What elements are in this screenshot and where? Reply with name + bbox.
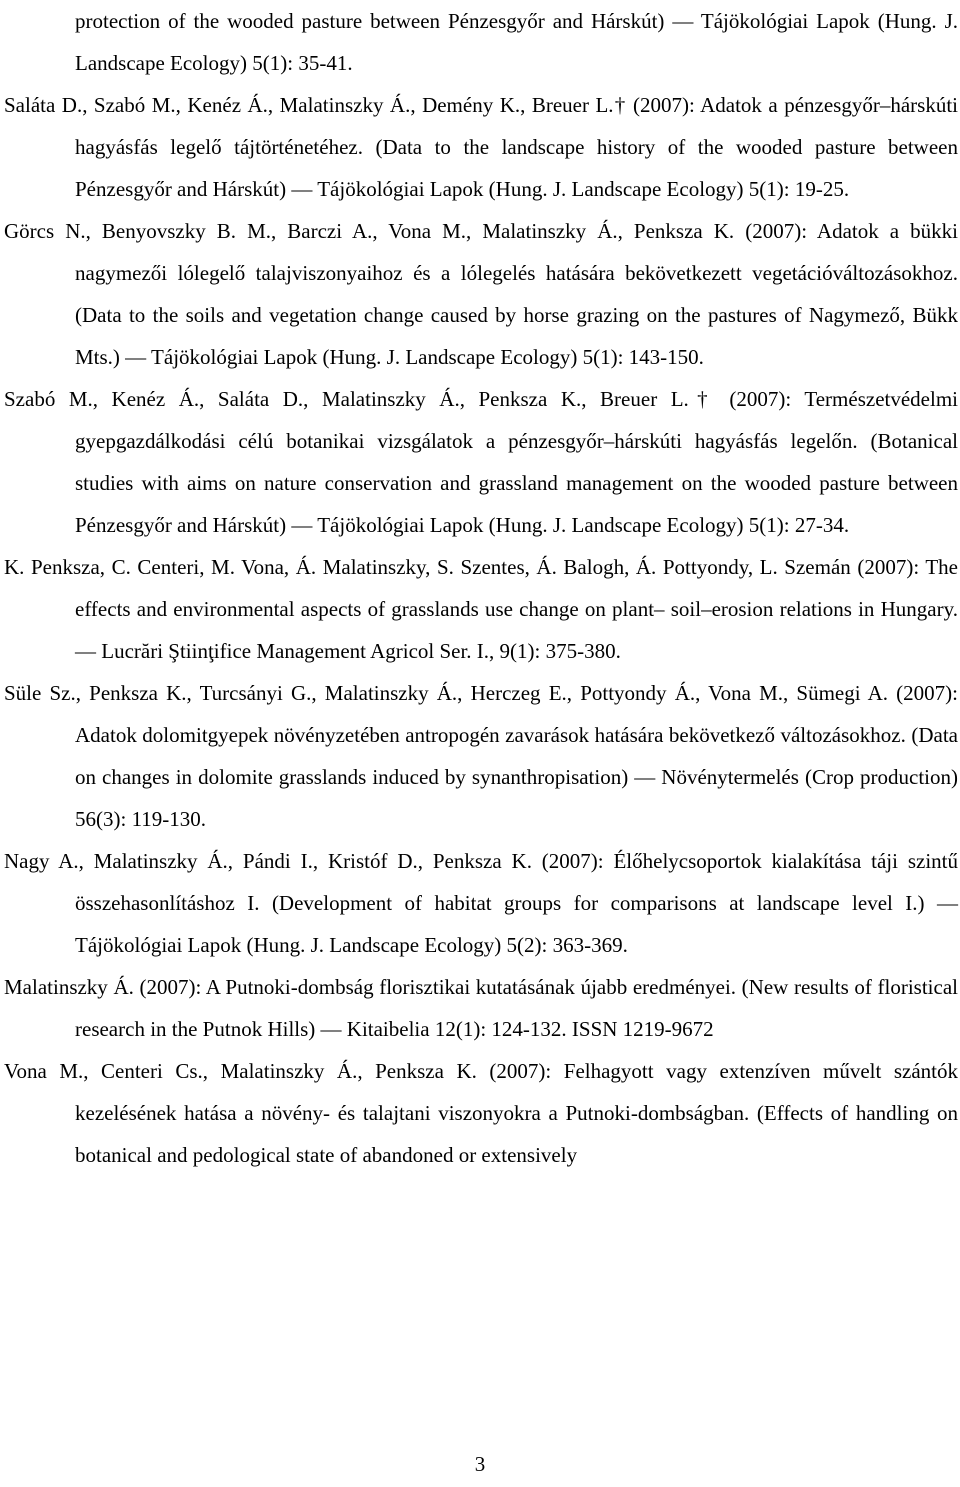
reference-entry: Görcs N., Benyovszky B. M., Barczi A., Vona M., Malatinszky Á., Penksza K. (2007): Adatok a bükki nagymezői lólegelő talajviszonyaihoz és a lólegelés hatására bekövetkezett vegetációváltozásokhoz. (Data to the soils and vegetation change caused by horse grazing on the pastures of Nagymező, Bükk Mts.) — Tájökológiai Lapok (Hung. J. Landscape Ecology) 5(1): 143-150. [4, 219, 958, 369]
reference-entry: K. Penksza, C. Centeri, M. Vona, Á. Malatinszky, S. Szentes, Á. Balogh, Á. Pottyondy, L. Szemán (2007): The effects and environmental aspects of grasslands use change on plant– soil–erosion relations in Hungary. — Lucrări Ştiinţifice Management Agricol Ser. I., 9(1): 375-380. [4, 555, 958, 663]
reference-list [4, 0, 958, 1176]
page-number: 3 [474, 1452, 486, 1476]
reference-entry: Szabó M., Kenéz Á., Saláta D., Malatinszky Á., Penksza K., Breuer L.† (2007): Természetvédelmi gyepgazdálkodási célú botanikai vizsgálatok a pénzesgyőr–hárskúti hagyásfás legelőn. (Botanical studies with aims on nature conservation and grassland management on the wooded pasture between Pénzesgyőr and Hárskút) — Tájökológiai Lapok (Hung. J. Landscape Ecology) 5(1): 27-34. [4, 387, 958, 537]
reference-entry: Süle Sz., Penksza K., Turcsányi G., Malatinszky Á., Herczeg E., Pottyondy Á., Vona M., Sümegi A. (2007): Adatok dolomitgyepek növényzetében antropogén zavarások hatására bekövetkező változásokhoz. (Data on changes in dolomite grasslands induced by synanthropisation) — Növénytermelés (Crop production) 56(3): 119-130. [4, 681, 958, 831]
reference-entry: Vona M., Centeri Cs., Malatinszky Á., Penksza K. (2007): Felhagyott vagy extenzíven művelt szántók kezelésének hatása a növény- és talajtani viszonyokra a Putnoki-dombságban. (Effects of handling on botanical and pedological state of abandoned or extensively [4, 1059, 958, 1167]
reference-entry: Malatinszky Á. (2007): A Putnoki-dombság florisztikai kutatásának újabb eredményei. (New results of floristical research in the Putnok Hills) — Kitaibelia 12(1): 124-132. ISSN 1219-9672 [4, 975, 958, 1041]
reference-entry: Nagy A., Malatinszky Á., Pándi I., Kristóf D., Penksza K. (2007): Élőhelycsoportok kialakítása táji szintű összehasonlításhoz I. (Development of habitat groups for comparisons at landscape level I.) — Tájökológiai Lapok (Hung. J. Landscape Ecology) 5(2): 363-369. [4, 849, 958, 957]
reference-entry: Saláta D., Szabó M., Kenéz Á., Malatinszky Á., Demény K., Breuer L.† (2007): Adatok a pénzesgyőr–hárskúti hagyásfás legelő tájtörténetéhez. (Data to the landscape history of the wooded pasture between Pénzesgyőr and Hárskút) — Tájökológiai Lapok (Hung. J. Landscape Ecology) 5(1): 19-25. [4, 93, 958, 201]
reference-entry-continued: protection of the wooded pasture between Pénzesgyőr and Hárskút) — Tájökológiai Lapok (Hung. J. Landscape Ecology) 5(1): 35-41. [75, 9, 958, 75]
